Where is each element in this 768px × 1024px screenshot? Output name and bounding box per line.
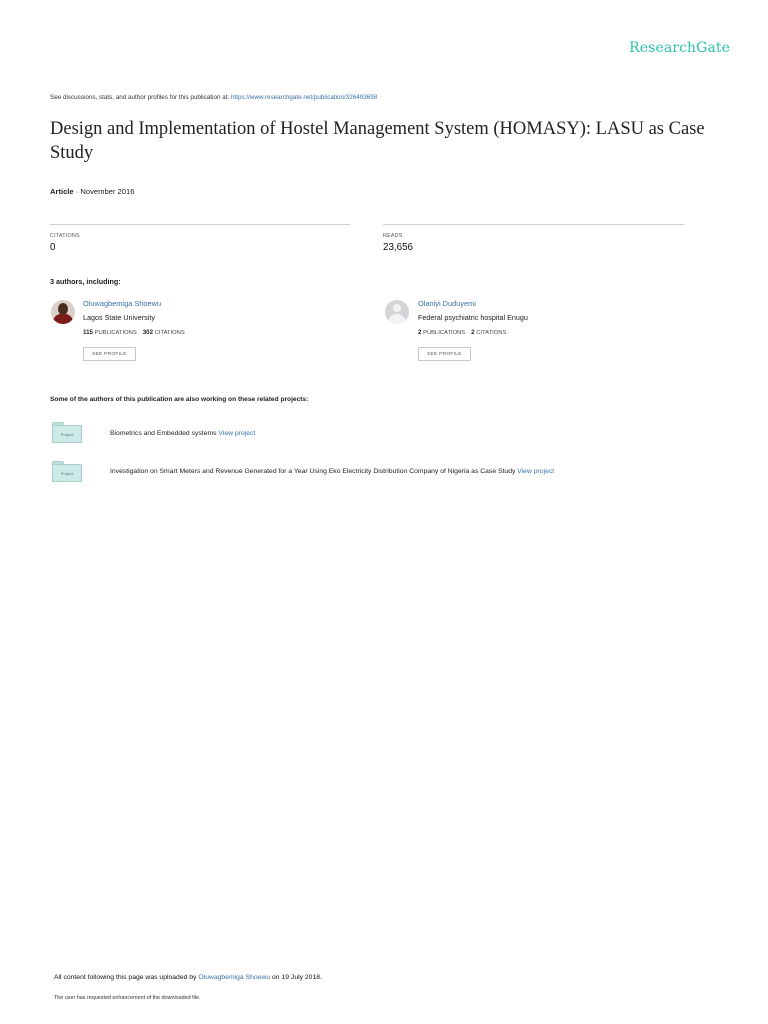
publication-meta	[50, 187, 134, 196]
author-citations-label: CITATIONS	[476, 330, 507, 336]
project-folder-icon[interactable]	[52, 422, 82, 442]
author-institution: Lagos State University	[83, 313, 155, 322]
author-citations-count: 302	[142, 329, 154, 336]
see-profile-button[interactable]: SEE PROFILE	[83, 347, 136, 361]
publication-url-link[interactable]: https://www.researchgate.net/publication/326493698	[230, 94, 378, 101]
author-publications-count: 2	[418, 329, 422, 336]
author-publications-count: 115	[83, 329, 93, 336]
view-project-link[interactable]: View project	[218, 430, 256, 437]
project-item	[110, 430, 255, 437]
publication-title: Design and Implementation of Hostel Management System (HOMASY): LASU as Case Study	[50, 119, 705, 163]
default-user-icon[interactable]	[385, 300, 409, 324]
enhancement-note: The user has requested enhancement of the downloaded file.	[54, 995, 201, 1001]
reads-value: 23,656	[383, 242, 413, 253]
author-name-link[interactable]: Olaniyi Duduyemi	[418, 299, 476, 308]
author-stats	[83, 329, 185, 336]
author-publications-label: PUBLICATIONS	[423, 330, 466, 336]
user-icon-body	[388, 314, 406, 324]
related-projects-heading: Some of the authors of this publication are also working on these related projects:	[50, 396, 309, 403]
citations-value: 0	[50, 242, 56, 253]
project-title: Biometrics and Embedded systems	[110, 430, 217, 437]
publication-date: November 2016	[80, 187, 135, 196]
uploader-link[interactable]: Oluwagbemiga Shoewu	[198, 974, 271, 981]
discussion-prefix: See discussions, stats, and author profiles for this publication at:	[50, 94, 231, 101]
author-publications-label: PUBLICATIONS	[94, 330, 137, 336]
researchgate-logo[interactable]: ResearchGate	[629, 40, 730, 56]
citations-divider	[50, 224, 350, 225]
project-folder-icon[interactable]	[52, 461, 82, 481]
author-stats	[418, 329, 506, 336]
discussion-line	[50, 94, 377, 101]
project-item	[110, 468, 554, 475]
view-project-link[interactable]: View project	[517, 468, 555, 475]
reads-divider	[383, 224, 684, 225]
upload-prefix: All content following this page was uploaded by	[54, 974, 199, 981]
upload-notice	[54, 974, 322, 981]
upload-suffix: on 19 July 2018.	[270, 974, 322, 981]
reads-label: READS	[383, 233, 403, 239]
citations-label: CITATIONS	[50, 233, 80, 239]
project-icon-label: Project	[52, 425, 82, 443]
author-avatar[interactable]	[51, 300, 75, 324]
user-icon-head	[393, 304, 401, 312]
see-profile-button[interactable]: SEE PROFILE	[418, 347, 471, 361]
publication-type: Article	[50, 187, 74, 196]
meta-separator: ·	[73, 187, 81, 196]
author-name-link[interactable]: Oluwagbemiga Shoewu	[83, 299, 162, 308]
authors-heading: 3 authors, including:	[50, 277, 121, 286]
author-citations-label: CITATIONS	[154, 330, 185, 336]
avatar-body-shape	[53, 314, 73, 324]
project-icon-label: Project	[52, 464, 82, 482]
author-citations-count: 2	[471, 329, 475, 336]
author-institution: Federal psychiatric hospital Enugu	[418, 313, 528, 322]
project-title: Investigation on Smart Meters and Revenue Generated for a Year Using Eko Electricity Distribution Company of Nigeria as Case Study	[110, 468, 516, 475]
